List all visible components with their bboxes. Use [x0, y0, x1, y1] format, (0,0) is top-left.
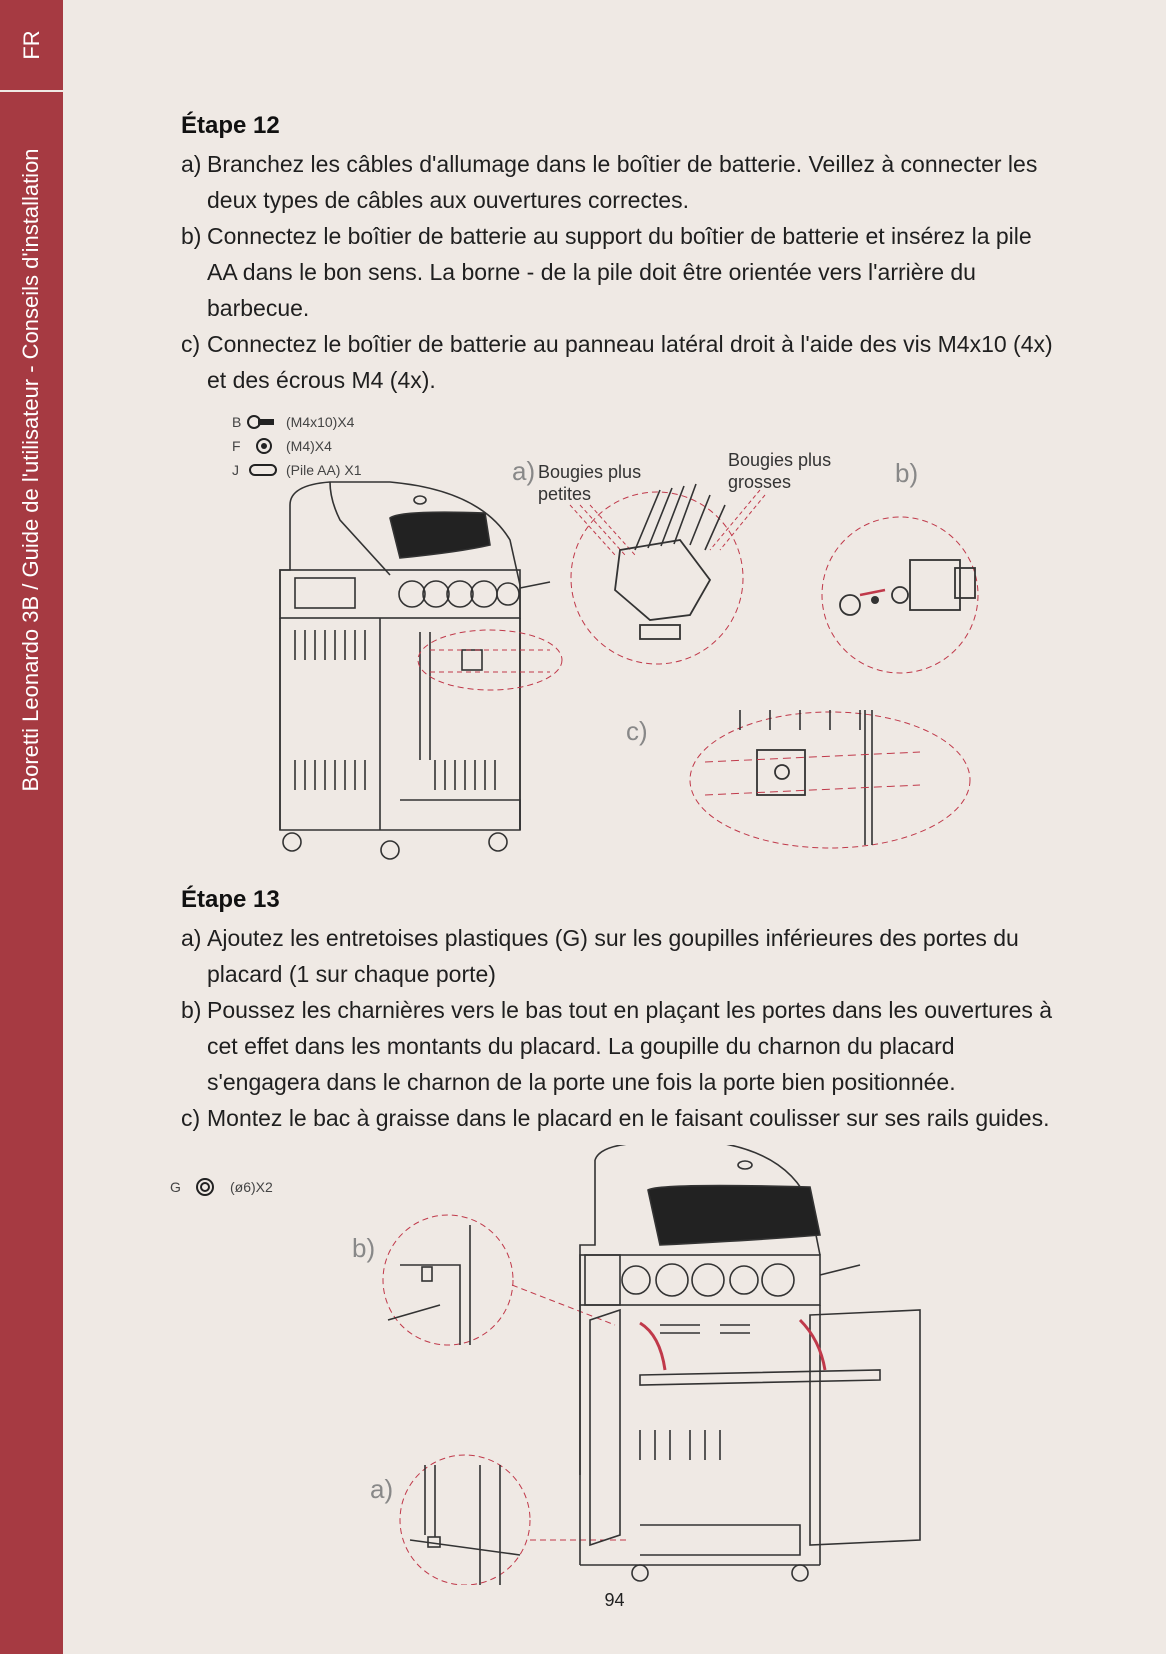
spacer-icon: [197, 1179, 213, 1195]
step-12-section: [181, 112, 1061, 398]
item-text: Montez le bac à graisse dans le placard en le faisant coulisser sur ses rails guides.: [207, 1105, 1050, 1131]
sidebar: [0, 0, 63, 1654]
detail-zoom-ellipse: [418, 630, 562, 690]
spacer-part: [170, 1179, 273, 1195]
battery-icon: [250, 465, 276, 475]
item-marker: a): [181, 925, 202, 951]
step-12-item-a: [181, 146, 1061, 218]
step-13-item-c: [181, 1100, 1061, 1136]
battery-insert-detail-b: [822, 517, 978, 673]
language-tab: [0, 0, 63, 92]
part-spec-j: (Pile AA) X1: [286, 462, 362, 478]
part-spec-f: (M4)X4: [286, 438, 332, 454]
step-13-list: [181, 920, 1061, 1136]
step-13-section: [181, 886, 1061, 1136]
part-spec-g: (ø6)X2: [230, 1179, 273, 1195]
item-text: Connectez le boîtier de batterie au support du boîtier de batterie et insérez la pile AA dans le bon sens. La borne - de la pile doit être orientée vers l'arrière du barbecue.: [207, 223, 1032, 321]
label-small-plugs-line1: Bougies plus: [538, 462, 642, 482]
item-marker: a): [181, 151, 202, 177]
callout-b: b): [895, 458, 919, 488]
item-text: Ajoutez les entretoises plastiques (G) sur les goupilles inférieures des portes du placard (1 sur chaque porte): [207, 925, 1019, 987]
label-large-plugs-line1: Bougies plus: [728, 450, 832, 470]
step-12-illustration: [220, 410, 980, 870]
item-text: Branchez les câbles d'allumage dans le boîtier de batterie. Veillez à connecter les deux types de câbles aux ouvertures correctes.: [207, 151, 1038, 213]
callout-b: b): [352, 1233, 376, 1263]
screw-icon: [248, 416, 274, 428]
part-letter-g: G: [170, 1179, 181, 1195]
grill-drawing: [580, 1145, 920, 1581]
callout-c: c): [626, 716, 648, 746]
label-small-plugs-line2: petites: [538, 484, 592, 504]
grill-drawing: [280, 482, 550, 859]
step-13-item-a: [181, 920, 1061, 992]
language-label: FR: [18, 30, 44, 60]
step-13-illustration: [160, 1145, 980, 1585]
label-large-plugs-line2: grosses: [728, 472, 792, 492]
document-title: Boretti Leonardo 3B / Guide de l'utilisateur - Conseils d'installation: [18, 148, 43, 792]
part-spec-b: (M4x10)X4: [286, 414, 355, 430]
step-12-list: [181, 146, 1061, 398]
item-text: Poussez les charnières vers le bas tout en plaçant les portes dans les ouvertures à cet effet dans les montants du placard. La goupille du charnon du placard s'engagera dans le charnon de la porte une fois la porte bien positionnée.: [207, 997, 1053, 1095]
page-number: 94: [604, 1590, 625, 1610]
step-13-item-b: [181, 992, 1061, 1100]
part-letter-j: J: [232, 462, 239, 478]
item-text: Connectez le boîtier de batterie au panneau latéral droit à l'aide des vis M4x10 (4x) et des écrous M4 (4x).: [207, 331, 1053, 393]
screw-leader-lines: [430, 650, 550, 672]
step-13-heading: Étape 13: [181, 886, 280, 913]
item-marker: b): [181, 223, 202, 249]
part-letter-f: F: [232, 438, 241, 454]
item-marker: b): [181, 997, 202, 1023]
callout-a: a): [370, 1474, 394, 1504]
item-marker: c): [181, 331, 201, 357]
item-marker: c): [181, 1105, 201, 1131]
step-12-item-c: [181, 326, 1061, 398]
hinge-arrows: [640, 1320, 825, 1370]
step-12-heading: Étape 12: [181, 112, 280, 139]
callout-a: a): [512, 456, 536, 486]
side-panel-detail-c: [690, 710, 970, 848]
part-letter-b: B: [232, 414, 242, 430]
nut-icon: [257, 439, 271, 453]
parts-list: [232, 414, 362, 478]
step-12-item-b: [181, 218, 1061, 326]
battery-box-detail-a: [570, 484, 765, 664]
